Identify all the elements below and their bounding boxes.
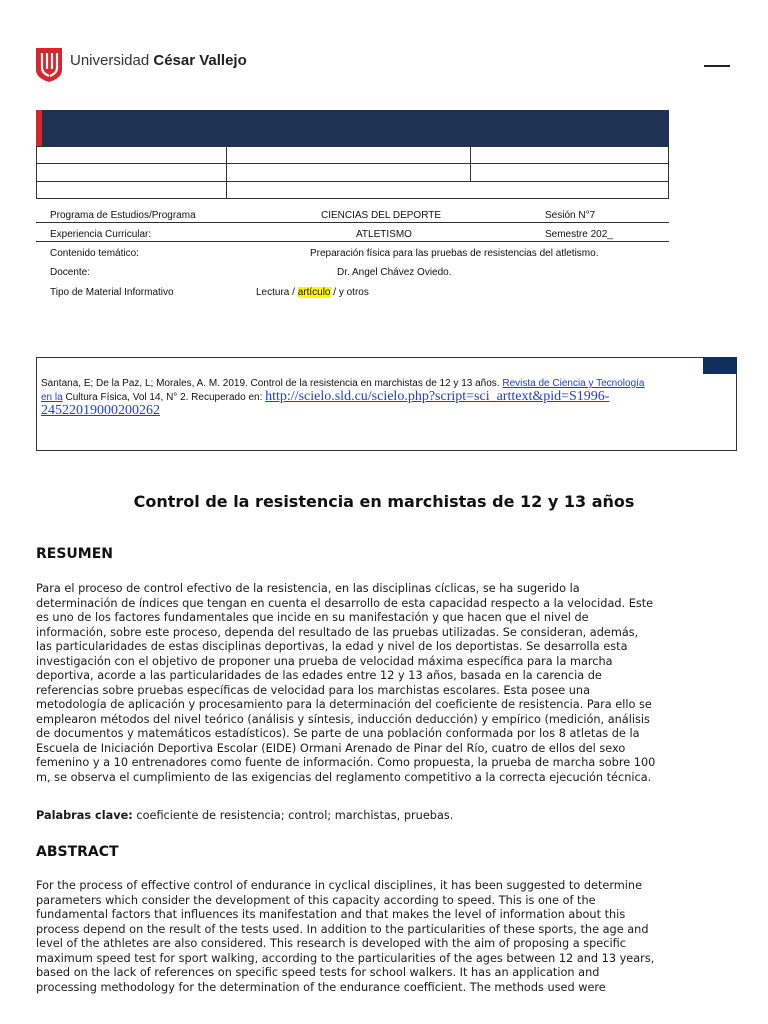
content-label: Contenido temático: [50, 248, 139, 259]
program-label: Programa de Estudios/Programa [50, 210, 196, 221]
abstract-line: parameters which consider the development of this capacity according to speed. This is one of the [36, 893, 596, 907]
resumen-line: es uno de los factores fundamentales que incide en su manifestación y que hacen que el nivel de [36, 611, 589, 624]
resumen-text [36, 582, 736, 785]
resumen-line: de documentos y matemáticos estadísticos). Se parte de una población conformada por los 8 atletas de la [36, 727, 640, 740]
course-value: ATLETISMO [356, 229, 412, 240]
resumen-heading: RESUMEN [36, 546, 114, 562]
teacher-value: Dr. Angel Chávez Oviedo. [337, 267, 452, 278]
abstract-line: level of the athletes are also considered. This research is developed with the aim of proposing a specific [36, 937, 626, 950]
journal-link[interactable]: Revista de Ciencia y Tecnología [502, 378, 645, 389]
resumen-line: las particularidades de estas disciplinas deportivas, la edad y nivel de los deportistas. Se desarrolla esta [36, 640, 628, 653]
resumen-line: determinación de índices que tengan en cuenta el desarrollo de esta capacidad respecto a la velocidad. Este [36, 596, 654, 610]
course-label: Experiencia Curricular: [50, 229, 152, 240]
resumen-line: deportiva, acorde a las particularidades de las edades entre 12 y 13 años, basada en la carencia de [36, 669, 602, 682]
reference-corner [703, 357, 737, 374]
scielo-url-link[interactable]: http://scielo.sld.cu/scielo.php?script=sci_arttext&pid=S1996- [265, 389, 610, 404]
abstract-line: maximum speed test for sport walking, according to the particularities of the ages between 12 and 13 years, [36, 951, 655, 965]
resumen-line: Para el proceso de control efectivo de la resistencia, en las disciplinas cíclicas, se ha sugerido la [36, 582, 580, 595]
semester: Semestre 202_ [545, 229, 613, 240]
abstract-line: process depend on the result of the tests used. In addition to the particularities of these sports, the age and [36, 922, 649, 936]
teacher-label: Docente: [50, 267, 91, 278]
resumen-line: femenino y a 10 entrenadores como fuente de información. Como propuesta, la prueba de marcha sobre 100 [36, 756, 656, 769]
resumen-line: Escuela de Iniciación Deportiva Escolar (EIDE) Ormani Arenado de Pinar del Río, cuatro de ellos del sexo [36, 741, 626, 755]
resumen-line: investigación con el objetivo de proponer una prueba de velocidad máxima específica para la marcha [36, 654, 613, 668]
resumen-line: emplearon métodos del nivel teórico (análisis y síntesis, inducción deducción) y empírico (medición, análisis [36, 712, 650, 726]
article-title: Control de la resistencia en marchistas de 12 y 13 años [133, 492, 635, 511]
resumen-line: información, sobre este proceso, dependa del resultado de las pruebas utilizadas. Se consideran, además, [36, 625, 639, 639]
program-value: CIENCIAS DEL DEPORTE [321, 210, 442, 221]
resumen-line: m, se observa el cumplimiento de las exigencias del reglamento competitivo a la correcta ejecución técnica. [36, 770, 652, 784]
journal-link-cont[interactable]: en la [41, 392, 63, 403]
content-value: Preparación física para las pruebas de resistencias del atletismo. [310, 248, 599, 259]
info-table-header [36, 110, 669, 146]
material-value: Lectura / artículo / y otros [256, 287, 369, 298]
abstract-line: fundamental factors that influences its manifestation and that makes the level of information about this [36, 908, 626, 921]
resumen-line: metodología de aplicación y procesamiento para la determinación del coeficiente de resistencia. Para ello se [36, 698, 652, 711]
abstract-heading: ABSTRACT [36, 844, 119, 860]
university-logo-icon [36, 48, 62, 82]
abstract-line: processing methodology for the determination of the endurance coefficient. The methods used were [36, 980, 606, 994]
reference-citation: Santana, E; De la Paz, L; Morales, A. M. 2019. Control de la resistencia en marchistas de 12 y 13 años. Revista de Ciencia y Tecnología en la Cultura Física, Vol 14, N° 2. Recuperado en: http://scielo.sld.cu/scielo.php?script=sci_arttext&pid=S1996- 24522019000200262 [41, 378, 645, 418]
keywords: Palabras clave: coeficiente de resistencia; control; marchistas, pruebas. [36, 809, 454, 822]
university-name: Universidad César Vallejo [70, 52, 247, 69]
menu-dash [704, 65, 730, 67]
scielo-url-link-cont[interactable]: 24522019000200262 [41, 403, 160, 418]
session-number: Sesión N°7 [545, 210, 596, 221]
abstract-line: based on the lack of references on specific speed tests for school walkers. It has an application and [36, 966, 600, 979]
abstract-line: For the process of effective control of endurance in cyclical disciplines, it has been suggested to determine [36, 879, 643, 892]
info-table-accent [36, 110, 42, 146]
resumen-line: referencias sobre pruebas específicas de velocidad para los marchistas escolares. Esta posee una [36, 683, 590, 697]
material-label: Tipo de Material Informativo [50, 287, 174, 298]
abstract-text [36, 879, 736, 995]
